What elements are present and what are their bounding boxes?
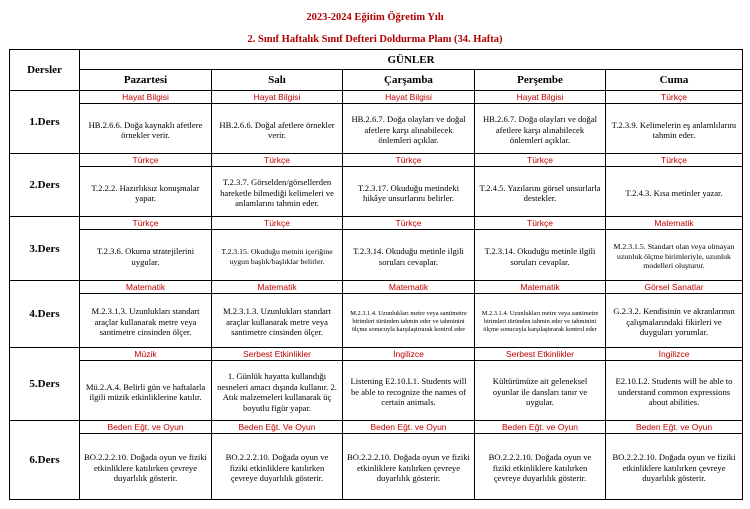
lesson-cell — [212, 154, 343, 217]
subject-label: Hayat Bilgisi — [475, 91, 605, 104]
outcome-text: T.2.3.14. Okuduğu metinle ilgili soruları cevaplar. — [353, 246, 464, 267]
day-header-persembe: Perşembe — [475, 70, 606, 91]
subject-label: Görsel Sanatlar — [606, 281, 742, 294]
page-title: 2023-2024 Eğitim Öğretim Yılı — [306, 12, 444, 23]
subject-label: Türkçe — [80, 217, 211, 230]
outcome-text: T.2.3.14. Okuduğu metinle ilgili soruları cevaplar. — [484, 246, 596, 267]
outcome-text: BO.2.2.2.10. Doğada oyun ve fiziki etkinliklere katılırken çevreye duyarlılık gösterir. — [612, 452, 736, 484]
lesson-cell — [212, 348, 343, 421]
lesson-cell — [80, 421, 212, 500]
lesson-cell — [80, 154, 212, 217]
lesson-cell — [343, 348, 475, 421]
subject-label: Türkçe — [212, 154, 342, 167]
lesson-cell — [606, 281, 743, 348]
subject-label: Türkçe — [606, 154, 742, 167]
outcome-text: BO.2.2.2.10. Doğada oyun ve fiziki etkinliklere katılırken çevreye duyarlılık gösterir. — [84, 452, 207, 484]
lesson-cell — [475, 281, 606, 348]
outcome-text: T.2.3.15. Okuduğu metnin içeriğine uygun başlık/başlıklar belirler. — [221, 247, 333, 266]
lesson-cell — [343, 154, 475, 217]
subject-label: Serbest Etkinlikler — [475, 348, 605, 361]
outcome-text: T.2.4.3. Kısa metinler yazar. — [625, 187, 723, 198]
outcome-text: HB.2.6.6. Doğa kaynaklı afetlere örnekler verir. — [88, 119, 203, 140]
lesson-cell — [475, 217, 606, 281]
subject-label: Beden Eğt. ve Oyun — [343, 421, 474, 434]
table-row — [10, 421, 743, 500]
outcome-text: T.2.3.9. Kelimelerin eş anlamlılarını tahmin eder. — [611, 119, 737, 140]
subject-label: İngilizce — [343, 348, 474, 361]
subject-label: Türkçe — [475, 217, 605, 230]
lesson-cell — [475, 91, 606, 154]
lesson-cell — [343, 91, 475, 154]
lesson-cell — [606, 217, 743, 281]
lesson-cell — [80, 91, 212, 154]
outcome-text: HB.2.6.7. Doğa olayları ve doğal afetlere karşı alınabilecek önlemleri açıklar. — [351, 114, 466, 146]
outcome-text: T.2.4.5. Yazılarını görsel unsurlarla destekler. — [479, 182, 601, 203]
outcome-text: M.2.3.1.3. Uzunlukları standart araçlar kullanarak metre veya santimetre cinsinden ölçer. — [222, 306, 332, 338]
lesson-cell — [606, 421, 743, 500]
lesson-cell — [475, 348, 606, 421]
subject-label: Beden Eğt. Ve Oyun — [212, 421, 342, 434]
outcome-text: Mü.2.A.4. Belirli gün ve haftalarla ilgili müzik etkinliklerine katılır. — [85, 381, 206, 402]
lesson-cell — [606, 91, 743, 154]
outcome-text: G.2.3.2. Kendisinin ve akranlarının çalışmalarındaki fikirleri ve duyguları yorumlar. — [613, 306, 735, 338]
day-header-carsamba: Çarşamba — [343, 70, 475, 91]
subject-label: Beden Eğt. ve Oyun — [475, 421, 605, 434]
table-row — [10, 91, 743, 154]
lesson-cell — [80, 281, 212, 348]
subject-label: Matematik — [606, 217, 742, 230]
lesson-cell — [343, 281, 475, 348]
outcome-text: HB.2.6.7. Doğa olayları ve doğal afetlere karşı alınabilecek önlemleri açıklar. — [482, 114, 598, 146]
table-row — [10, 348, 743, 421]
outcome-text: 1. Günlük hayatta kullandığı nesneleri amacı dışında kullanır. 2. Atık malzemeleri kullanarak üç boyutlu figür yapar. — [217, 371, 337, 413]
day-header-cuma: Cuma — [606, 70, 743, 91]
page-subtitle: 2. Sınıf Haftalık Sınıf Defteri Doldurma Planı (34. Hafta) — [247, 34, 503, 45]
lesson-label: 5.Ders — [10, 348, 80, 421]
subject-label: İngilizce — [606, 348, 742, 361]
lesson-cell — [606, 348, 743, 421]
outcome-text: Listening E2.10.L1. Students will be able to recognize the names of certain animals. — [350, 376, 467, 408]
lesson-cell — [80, 217, 212, 281]
subject-label: Matematik — [80, 281, 211, 294]
lesson-cell — [212, 91, 343, 154]
subject-label: Beden Eğt. ve Oyun — [80, 421, 211, 434]
lesson-cell — [212, 281, 343, 348]
lesson-cell — [343, 421, 475, 500]
lesson-cell — [475, 154, 606, 217]
outcome-text: T.2.3.7. Görselden/görsellerden hareketle bilmediği kelimeleri ve anlamlarını tahmin eder. — [220, 177, 334, 209]
lesson-label: 2.Ders — [10, 154, 80, 217]
weekly-plan-table — [9, 49, 743, 500]
lesson-label: 4.Ders — [10, 281, 80, 348]
subject-label: Beden Eğt. ve Oyun — [606, 421, 742, 434]
subject-label: Hayat Bilgisi — [343, 91, 474, 104]
subject-label: Türkçe — [606, 91, 742, 104]
table-row — [10, 217, 743, 281]
subject-label: Türkçe — [343, 217, 474, 230]
subject-label: Hayat Bilgisi — [212, 91, 342, 104]
outcome-text: BO.2.2.2.10. Doğada oyun ve fiziki etkinliklere katılırken çevreye duyarlılık gösterir. — [488, 452, 592, 484]
gunler-header: GÜNLER — [80, 50, 743, 70]
lesson-label: 6.Ders — [10, 421, 80, 500]
subject-label: Türkçe — [475, 154, 605, 167]
lesson-label: 3.Ders — [10, 217, 80, 281]
outcome-text: E2.10.L2. Students will be able to understand common expressions about abilities. — [615, 376, 733, 408]
outcome-text: T.2.2.2. Hazırlıksız konuşmalar yapar. — [91, 182, 200, 203]
day-header-sali: Salı — [212, 70, 343, 91]
table-row — [10, 154, 743, 217]
subject-label: Türkçe — [343, 154, 474, 167]
lesson-cell — [343, 217, 475, 281]
subject-label: Matematik — [343, 281, 474, 294]
outcome-text: M.2.3.1.3. Uzunlukları standart araçlar kullanarak metre veya santimetre cinsinden ölçer. — [91, 306, 200, 338]
lesson-cell — [80, 348, 212, 421]
lesson-cell — [475, 421, 606, 500]
outcome-text: BO.2.2.2.10. Doğada oyun ve fiziki etkinliklere katılırken çevreye duyarlılık gösterir. — [225, 452, 329, 484]
outcome-text: M.2.3.1.5. Standart olan veya olmayan uzunluk ölçme birimleriyle, uzunluk modelleri oluşturur. — [613, 242, 735, 271]
subject-label: Türkçe — [212, 217, 342, 230]
day-header-pazartesi: Pazartesi — [80, 70, 212, 91]
lesson-cell — [212, 421, 343, 500]
lesson-cell — [212, 217, 343, 281]
outcome-text: BO.2.2.2.10. Doğada oyun ve fiziki etkinliklere katılırken çevreye duyarlılık gösterir. — [347, 452, 470, 484]
subject-label: Matematik — [212, 281, 342, 294]
subject-label: Türkçe — [80, 154, 211, 167]
lesson-cell — [606, 154, 743, 217]
dersler-header: Dersler — [10, 50, 80, 91]
subject-label: Matematik — [475, 281, 605, 294]
outcome-text: M.2.3.1.4. Uzunlukları metre veya santimetre birimleri türünden tahmin eder ve tahminini ölçme sonucuyla karşılaştırarak kontrol eder — [481, 310, 599, 333]
outcome-text: T.2.3.6. Okuma stratejilerini uygular. — [96, 246, 195, 267]
table-row — [10, 281, 743, 348]
lesson-label: 1.Ders — [10, 91, 80, 154]
outcome-text: M.2.3.1.4. Uzunlukları metre veya santimetre birimleri türünden tahmin eder ve tahminini ölçme sonucuyla karşılaştırarak kontrol eder — [350, 310, 467, 333]
subject-label: Serbest Etkinlikler — [212, 348, 342, 361]
outcome-text: T.2.3.17. Okuduğu metindeki hikâye unsurlarını belirler. — [357, 182, 460, 203]
subject-label: Müzik — [80, 348, 211, 361]
subject-label: Hayat Bilgisi — [80, 91, 211, 104]
outcome-text: Kültürümüze ait geleneksel oyunlar ile dansları tanır ve uygular. — [492, 376, 588, 408]
outcome-text: HB.2.6.6. Doğal afetlere örnekler verir. — [219, 119, 335, 140]
